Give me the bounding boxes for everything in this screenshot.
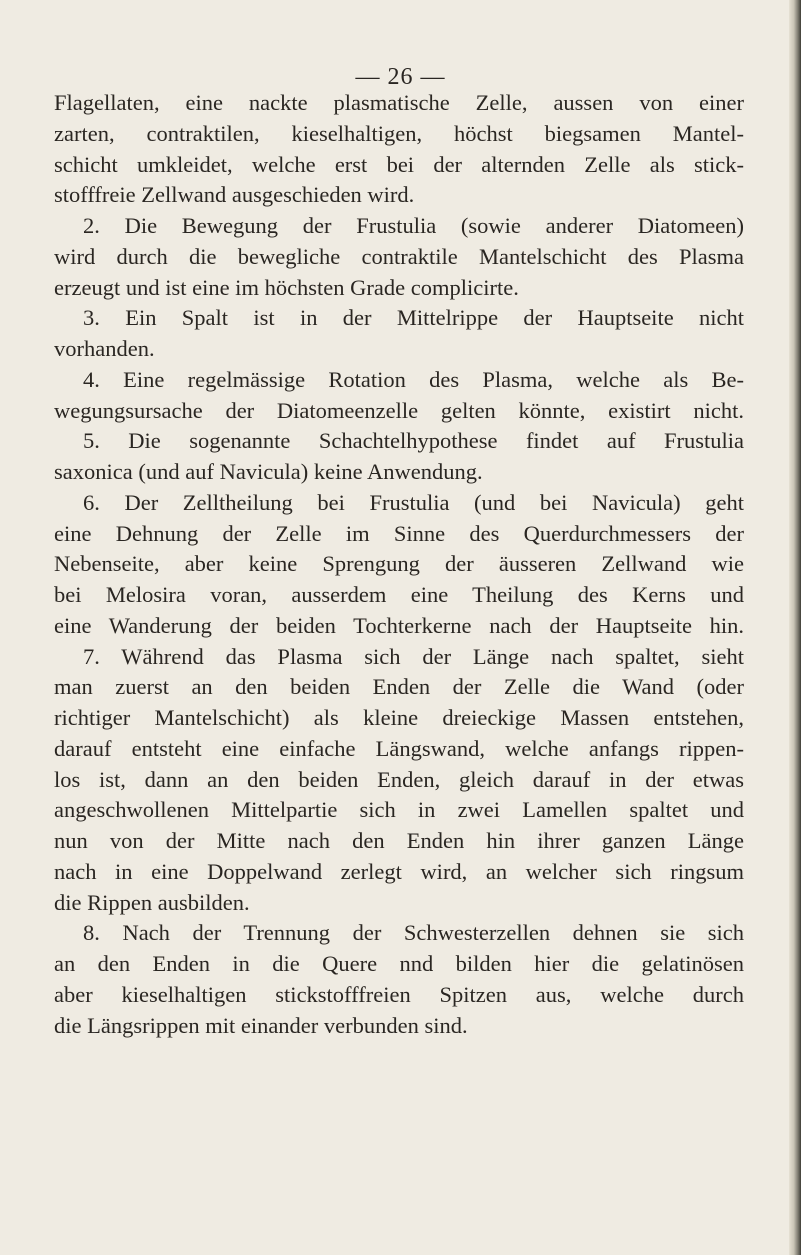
body-text <box>54 88 744 1041</box>
text-line: 4. Eine regelmässige Rotation des Plasma, welche als Be- <box>83 366 744 392</box>
page-number: — 26 — <box>355 64 446 90</box>
scan-edge-shadow <box>789 0 801 1255</box>
text-line: die Längsrippen mit einander verbunden sind. <box>54 1012 468 1038</box>
text-line: 7. Während das Plasma sich der Länge nach spaltet, sieht <box>83 643 744 669</box>
text-line: erzeugt und ist eine im höchsten Grade complicirte. <box>54 274 519 300</box>
text-line: wegungsursache der Diatomeenzelle gelten könnte, existirt nicht. <box>54 397 744 423</box>
text-line: stofffreie Zellwand ausgeschieden wird. <box>54 182 415 208</box>
text-line: eine Wanderung der beiden Tochterkerne nach der Hauptseite hin. <box>54 612 744 638</box>
text-line: wird durch die bewegliche contraktile Mantelschicht des Plasma <box>54 243 744 269</box>
text-line: bei Melosira voran, ausserdem eine Theilung des Kerns und <box>54 582 744 607</box>
text-line: zarten, contraktilen, kieselhaltigen, höchst biegsamen Mantel- <box>54 120 744 146</box>
text-line: 5. Die sogenannte Schachtelhypothese findet auf Frustulia <box>83 428 744 454</box>
text-line: angeschwollenen Mittelpartie sich in zwei Lamellen spaltet und <box>54 797 744 823</box>
text-line: saxonica (und auf Navicula) keine Anwendung. <box>54 459 483 484</box>
text-line: 8. Nach der Trennung der Schwesterzellen dehnen sie sich <box>83 920 744 946</box>
text-line: schicht umkleidet, welche erst bei der alternden Zelle als stick- <box>54 151 744 177</box>
text-line: nach in eine Doppelwand zerlegt wird, an welcher sich ringsum <box>54 858 744 884</box>
text-line: Nebenseite, aber keine Sprengung der äusseren Zellwand wie <box>54 551 744 577</box>
text-line: 2. Die Bewegung der Frustulia (sowie anderer Diatomeen) <box>83 213 744 238</box>
text-line: los ist, dann an den beiden Enden, gleich darauf in der etwas <box>54 766 744 792</box>
text-line: darauf entsteht eine einfache Längswand, welche anfangs rippen- <box>54 735 744 761</box>
text-line: man zuerst an den beiden Enden der Zelle die Wand (oder <box>54 674 744 700</box>
text-line: aber kieselhaltigen stickstofffreien Spitzen aus, welche durch <box>54 981 744 1007</box>
text-line: eine Dehnung der Zelle im Sinne des Querdurchmessers der <box>54 520 744 546</box>
text-line: die Rippen ausbilden. <box>54 889 250 915</box>
text-line: richtiger Mantelschicht) als kleine dreieckige Massen entstehen, <box>54 705 744 730</box>
text-line: nun von der Mitte nach den Enden hin ihrer ganzen Länge <box>54 828 744 853</box>
text-line: 3. Ein Spalt ist in der Mittelrippe der Hauptseite nicht <box>83 305 744 331</box>
text-line: vorhanden. <box>54 336 155 361</box>
text-line: Flagellaten, eine nackte plasmatische Zelle, aussen von einer <box>54 90 744 115</box>
text-line: an den Enden in die Quere nnd bilden hier die gelatinösen <box>54 951 744 976</box>
text-line: 6. Der Zelltheilung bei Frustulia (und bei Navicula) geht <box>83 489 744 515</box>
